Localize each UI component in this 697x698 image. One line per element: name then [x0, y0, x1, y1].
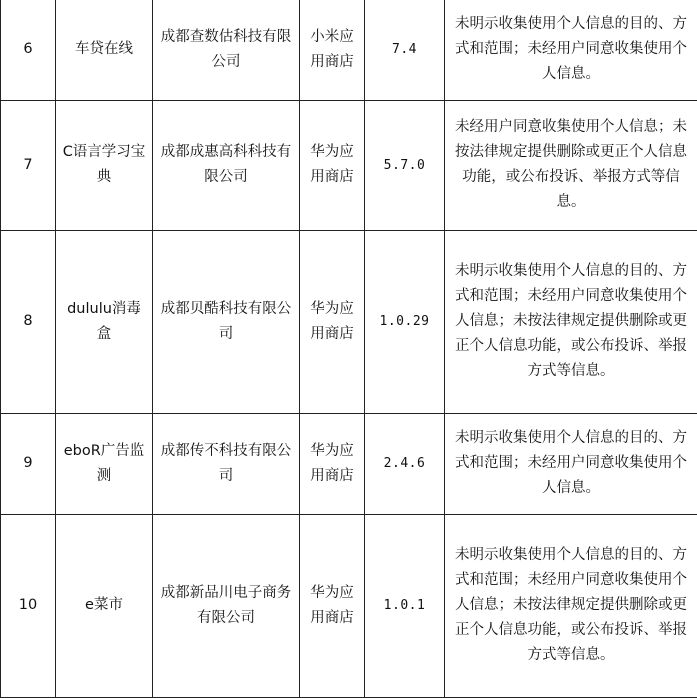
app-store: 华为应用商店: [300, 514, 365, 697]
issue-description: 未明示收集使用个人信息的目的、方式和范围；未经用户同意收集使用个人信息。: [445, 413, 697, 514]
row-number: 10: [1, 514, 56, 697]
app-version: 1.0.1: [365, 514, 445, 697]
row-number: 8: [1, 230, 56, 413]
issue-description: 未明示收集使用个人信息的目的、方式和范围；未经用户同意收集使用个人信息；未按法律规定提供删除或更正个人信息功能，或公布投诉、举报方式等信息。: [445, 514, 697, 697]
developer-company: 成都新品川电子商务有限公司: [153, 514, 300, 697]
developer-company: 成都传不科技有限公司: [153, 413, 300, 514]
table-row: [1, 230, 697, 413]
row-number: 6: [1, 0, 56, 100]
app-store: 华为应用商店: [300, 413, 365, 514]
table-row: [1, 100, 697, 230]
app-version: 1.0.29: [365, 230, 445, 413]
table-row: [1, 514, 697, 697]
app-name: e菜市: [56, 514, 153, 697]
table-row: [1, 0, 697, 100]
app-store: 华为应用商店: [300, 100, 365, 230]
app-name: C语言学习宝典: [56, 100, 153, 230]
issue-description: 未明示收集使用个人信息的目的、方式和范围；未经用户同意收集使用个人信息。: [445, 0, 697, 100]
issue-description: 未明示收集使用个人信息的目的、方式和范围；未经用户同意收集使用个人信息；未按法律规定提供删除或更正个人信息功能，或公布投诉、举报方式等信息。: [445, 230, 697, 413]
developer-company: 成都成惠高科科技有限公司: [153, 100, 300, 230]
app-name: dululu消毒盒: [56, 230, 153, 413]
row-number: 9: [1, 413, 56, 514]
developer-company: 成都查数估科技有限公司: [153, 0, 300, 100]
issue-description: 未经用户同意收集使用个人信息；未按法律规定提供删除或更正个人信息功能，或公布投诉、举报方式等信息。: [445, 100, 697, 230]
app-version: 7.4: [365, 0, 445, 100]
row-number: 7: [1, 100, 56, 230]
app-version: 2.4.6: [365, 413, 445, 514]
app-name: 车贷在线: [56, 0, 153, 100]
app-version: 5.7.0: [365, 100, 445, 230]
table-row: [1, 413, 697, 514]
app-name: eboR广告监测: [56, 413, 153, 514]
app-store: 小米应用商店: [300, 0, 365, 100]
developer-company: 成都贝酷科技有限公司: [153, 230, 300, 413]
app-store: 华为应用商店: [300, 230, 365, 413]
